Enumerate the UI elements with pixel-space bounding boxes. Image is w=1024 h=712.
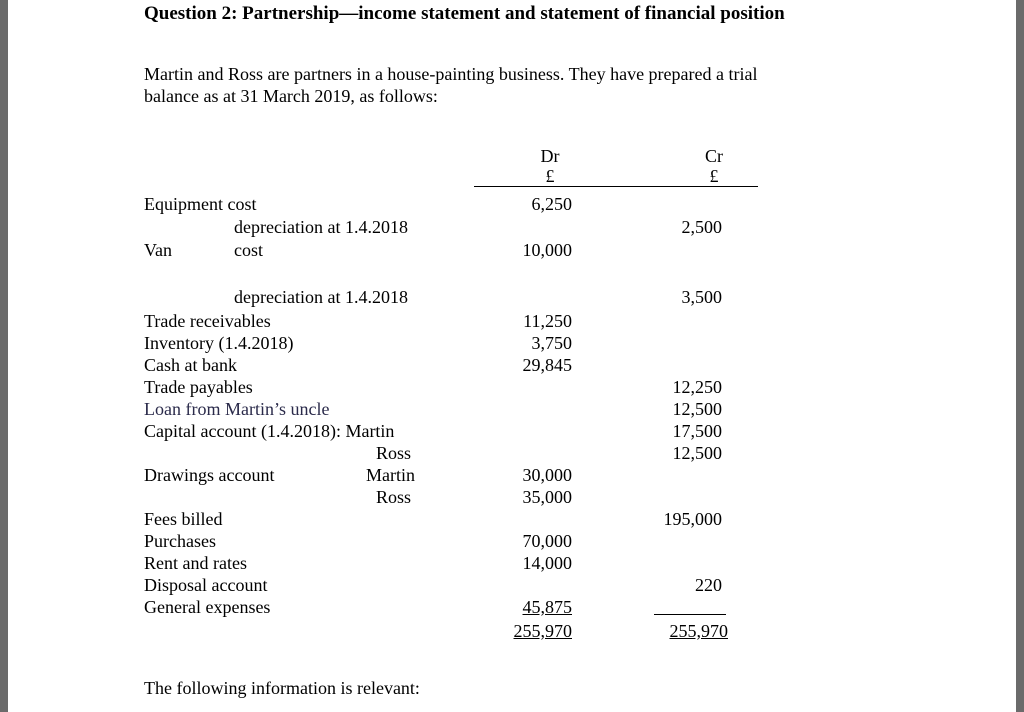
- inventory-label: Inventory (1.4.2018): [144, 333, 294, 353]
- capital-ross-label: Ross: [376, 443, 412, 463]
- van-dep-cr: 3,500: [681, 287, 722, 307]
- van-cost-dr: 10,000: [522, 240, 572, 260]
- trade-payables-cr: 12,250: [672, 377, 722, 397]
- equipment-cost-dr: 6,250: [531, 194, 572, 214]
- document-page: [8, 0, 1016, 712]
- drawings-label: Drawings account: [144, 465, 275, 485]
- fees-label: Fees billed: [144, 509, 223, 529]
- equipment-dep-label: depreciation at 1.4.2018: [234, 217, 408, 237]
- disposal-label: Disposal account: [144, 575, 268, 595]
- capital-martin-label: Capital account (1.4.2018): Martin: [144, 421, 395, 441]
- general-expenses-dr: 45,875: [522, 597, 572, 617]
- cash-label: Cash at bank: [144, 355, 237, 375]
- footer-text: The following information is relevant:: [144, 678, 420, 698]
- intro-text-line2: balance as at 31 March 2019, as follows:: [144, 86, 438, 106]
- cr-subtotal-rule: [654, 614, 726, 615]
- rent-label: Rent and rates: [144, 553, 247, 573]
- fees-cr: 195,000: [663, 509, 722, 529]
- drawings-ross-label: Ross: [376, 487, 412, 507]
- purchases-label: Purchases: [144, 531, 216, 551]
- general-expenses-label: General expenses: [144, 597, 271, 617]
- trade-receivables-label: Trade receivables: [144, 311, 271, 331]
- cr-unit: £: [709, 166, 719, 186]
- capital-ross-cr: 12,500: [672, 443, 722, 463]
- dr-header: Dr: [540, 146, 560, 166]
- trade-receivables-dr: 11,250: [523, 311, 572, 331]
- van-cost-label: cost: [234, 240, 263, 260]
- purchases-dr: 70,000: [522, 531, 572, 551]
- drawings-martin-dr: 30,000: [522, 465, 572, 485]
- van-dep-label: depreciation at 1.4.2018: [234, 287, 408, 307]
- cr-header: Cr: [705, 146, 723, 166]
- dr-unit: £: [545, 166, 555, 186]
- van-label: Van: [144, 240, 172, 260]
- intro-text-line1: Martin and Ross are partners in a house-painting business. They have prepared a trial: [144, 64, 758, 84]
- loan-label: Loan from Martin’s uncle: [144, 399, 330, 419]
- cash-dr: 29,845: [522, 355, 572, 375]
- equipment-cost-label: Equipment cost: [144, 194, 257, 214]
- total-cr: 255,970: [669, 621, 728, 641]
- equipment-dep-cr: 2,500: [681, 217, 722, 237]
- drawings-martin-label: Martin: [366, 465, 415, 485]
- rent-dr: 14,000: [522, 553, 572, 573]
- inventory-dr: 3,750: [531, 333, 572, 353]
- header-rule: [474, 186, 758, 187]
- disposal-cr: 220: [695, 575, 722, 595]
- trade-payables-label: Trade payables: [144, 377, 253, 397]
- total-dr: 255,970: [513, 621, 572, 641]
- capital-martin-cr: 17,500: [672, 421, 722, 441]
- loan-cr: 12,500: [672, 399, 722, 419]
- drawings-ross-dr: 35,000: [522, 487, 572, 507]
- question-title: Question 2: Partnership—income statement and statement of financial position: [144, 3, 785, 24]
